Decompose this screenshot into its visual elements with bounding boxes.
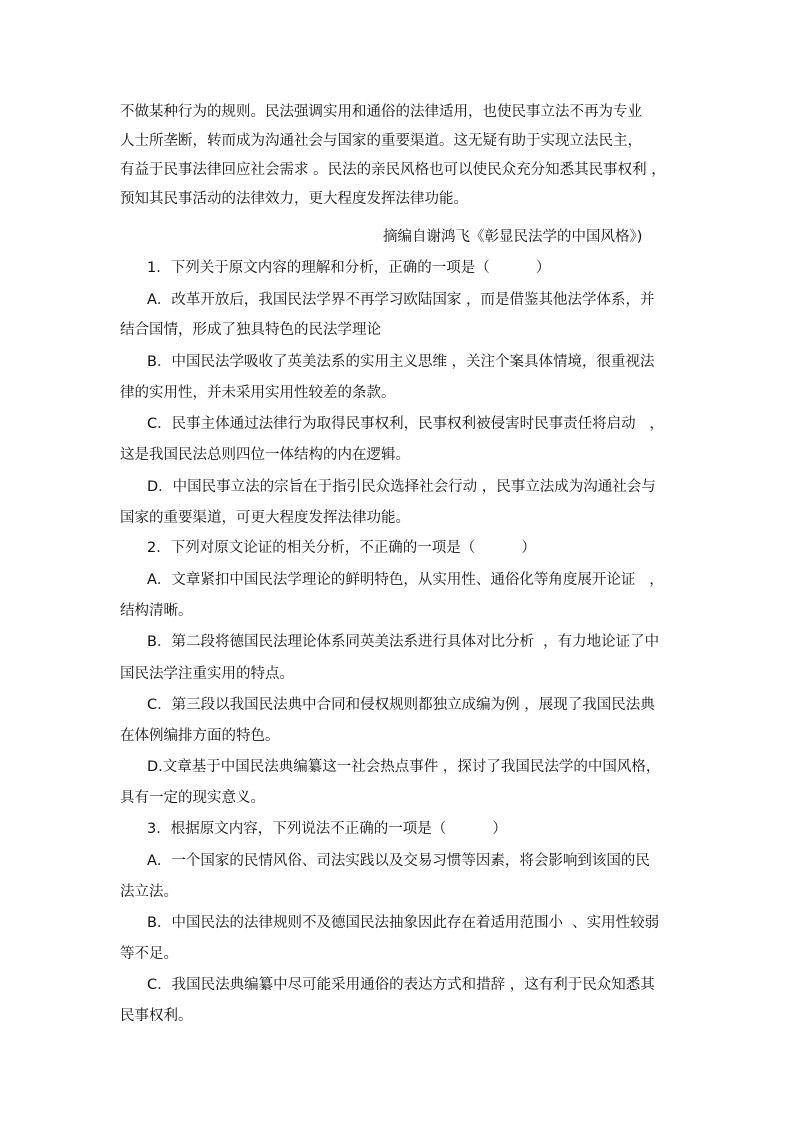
passage-line: 预知其民事活动的法律效力，更大程度发挥法律功能。	[120, 191, 468, 207]
passage-line: 不做某种行为的规则。民法强调实用和通俗的法律适用，也使民事立法不再为专业	[120, 104, 642, 120]
source-citation: 摘编自谢鸿飞《彰显民法学的中国风格》)	[383, 229, 643, 245]
option-line: 在体例编排方面的特色。	[120, 728, 280, 744]
option-line: A．一个国家的民情风俗、司法实践以及交易习惯等因素，将会影响到该国的民	[147, 853, 650, 869]
option-line: 法立法。	[120, 884, 178, 900]
passage-line: 人士所垄断，转而成为沟通社会与国家的重要渠道。这无疑有助于实现立法民主，	[120, 133, 642, 149]
option-line: 等不足。	[120, 946, 178, 962]
question-stem: 3．根据原文内容，下列说法不正确的一项是（ ）	[147, 821, 507, 837]
option-line: A．文章紧扣中国民法学理论的鲜明特色，从实用性、通俗化等角度展开论证 ，	[147, 572, 664, 588]
option-line: C．第三段以我国民法典中合同和侵权规则都独立成编为例 ，展现了我国民法典	[147, 697, 655, 713]
option-line: A．改革开放后，我国民法学界不再学习欧陆国家 ，而是借鉴其他法学体系，并	[147, 292, 655, 308]
option-line: 国民法学注重实用的特点。	[120, 666, 294, 682]
question-stem: 2．下列对原文论证的相关分析，不正确的一项是（ ）	[147, 540, 536, 556]
option-line: 律的实用性，并未采用实用性较差的条款。	[120, 385, 396, 401]
option-line: 民事权利。	[120, 1008, 193, 1024]
option-line: C．我国民法典编纂中尽可能采用通俗的表达方式和措辞 ，这有利于民众知悉其	[147, 977, 655, 993]
option-line: 具有一定的现实意义。	[120, 790, 265, 806]
passage-line: 有益于民事法律回应社会需求 。民法的亲民风格也可以使民众充分知悉其民事权利 ，	[120, 162, 666, 178]
option-line: 这是我国民法总则四位一体结构的内在逻辑。	[120, 447, 410, 463]
option-line: 结合国情，形成了独具特色的民法学理论	[120, 322, 381, 338]
option-line: B．第二段将德国民法理论体系同英美法系进行具体对比分析 ，有力地论证了中	[147, 634, 660, 650]
question-stem: 1．下列关于原文内容的理解和分析，正确的一项是（ ）	[147, 260, 551, 276]
option-line: 国家的重要渠道，可更大程度发挥法律功能。	[120, 510, 410, 526]
option-line: C．民事主体通过法律行为取得民事权利，民事权利被侵害时民事责任将启动 ，	[147, 416, 664, 432]
option-line: D．中国民事立法的宗旨在于指引民众选择社会行动 ，民事立法成为沟通社会与	[147, 479, 656, 495]
option-line: B．中国民法的法律规则不及德国民法抽象因此存在着适用范围小 、实用性较弱	[147, 915, 660, 931]
option-line: 结构清晰。	[120, 603, 193, 619]
option-line: B．中国民法学吸收了英美法系的实用主义思维 ，关注个案具体情境，很重视法	[147, 354, 655, 370]
option-line: D.文章基于中国民法典编纂这一社会热点事件 ，探讨了我国民法学的中国风格，	[147, 759, 661, 775]
